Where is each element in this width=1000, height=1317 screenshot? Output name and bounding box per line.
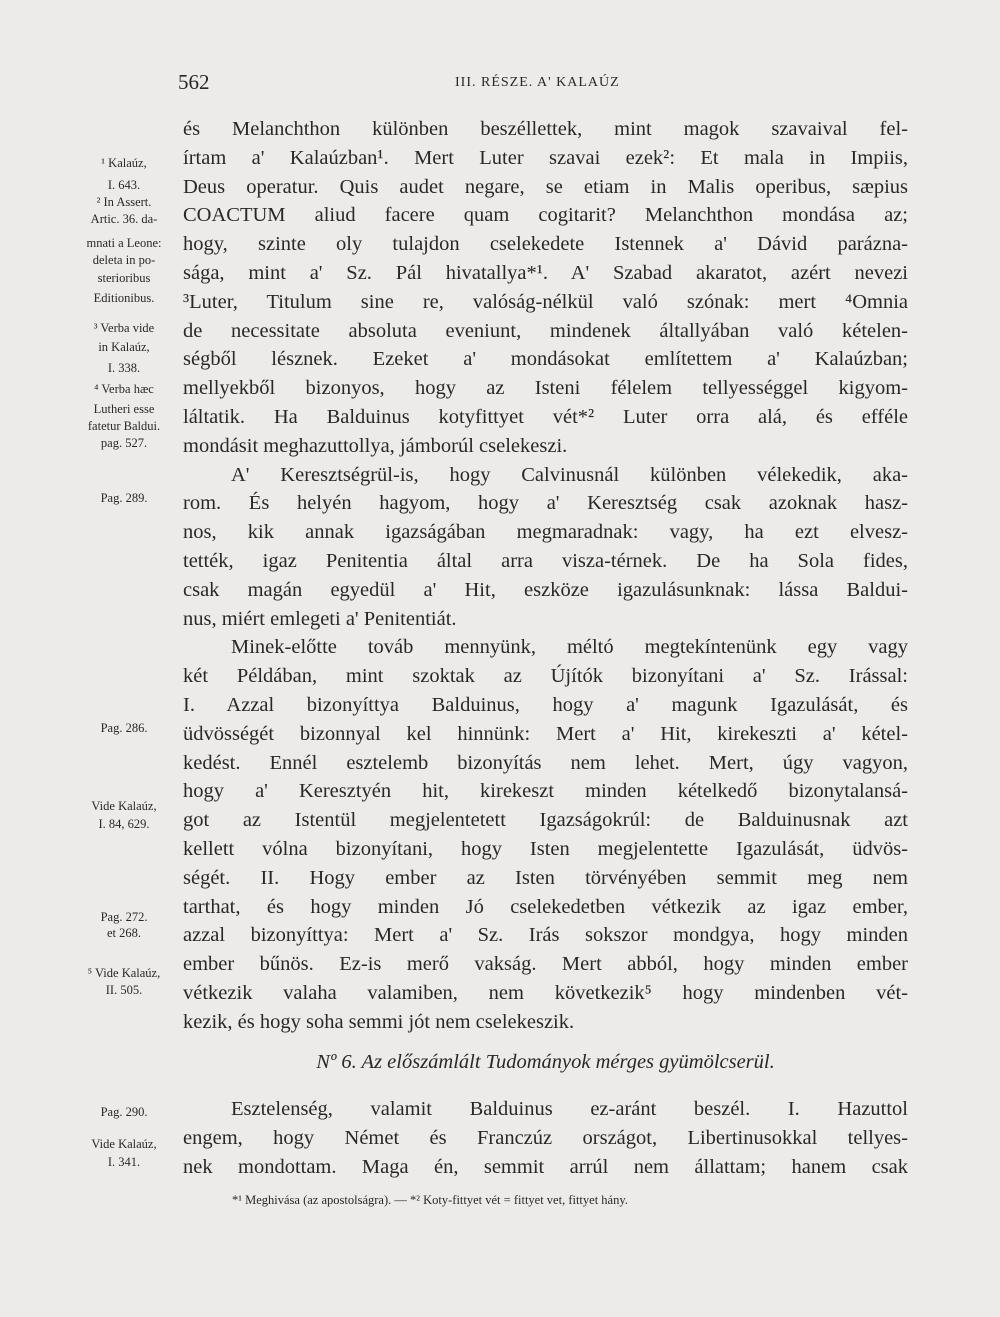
text-line: Minek-előtte továb mennyünk, méltó megtekíntenünk egy vagy	[231, 636, 908, 659]
text-line: két Példában, mint szoktak az Újítók bizonyítani a' Sz. Irással:	[183, 665, 908, 688]
marginal-note: pag. 527.	[100, 436, 148, 450]
text-line: sága, mint a' Sz. Pál hivatallya*¹. A' Szabad akaratot, azért nevezi	[183, 261, 908, 284]
marginal-note: I. 341.	[107, 1155, 141, 1169]
text-line: Deus operatur. Quis audet negare, se etiam in Malis operibus, sæpius	[183, 175, 908, 198]
text-line: ségből lésznek. Ezeket a' mondásokat említettem a' Kalaúzban;	[183, 348, 908, 371]
marginal-note: I. 84, 629.	[98, 817, 150, 831]
running-head: III. RÉSZE. A' KALAÚZ	[455, 75, 620, 90]
text-line: de necessitate absoluta eveniunt, mindenek általlyában való kételen-	[183, 319, 908, 342]
text-line: tarthat, és hogy minden Jó cselekedetben vétkezik az igaz ember,	[183, 895, 908, 918]
marginal-note: II. 505.	[105, 983, 143, 997]
main-text	[183, 115, 908, 1037]
text-line: ember bűnös. Ez-is merő vakság. Mert abból, hogy minden ember	[183, 953, 908, 976]
marginal-note: ³ Verba vide	[93, 321, 155, 335]
text-line: írtam a' Kalaúzban¹. Mert Luter szavai ezek²: Et mala in Impiis,	[183, 146, 908, 169]
text-line: hogy a' Keresztyén hit, kirekeszt minden kételkedő bizonytalansá-	[183, 780, 908, 803]
marginal-note: Editionibus.	[93, 291, 155, 305]
marginal-note: ² In Assert.	[96, 195, 152, 209]
text-line: kedést. Ennél esztelemb bizonyítás nem lehet. Mert, úgy vagyon,	[183, 751, 908, 774]
text-line: A' Keresztségrül-is, hogy Calvinusnál különben vélekedik, aka-	[231, 463, 908, 486]
marginal-note: Vide Kalaúz,	[91, 1137, 157, 1151]
marginal-note: I. 643.	[107, 178, 141, 192]
text-line: COACTUM aliud facere quam cogitarit? Melanchthon mondása az;	[183, 204, 908, 227]
marginal-note: Pag. 286.	[100, 721, 148, 735]
marginal-note: Pag. 272.	[100, 910, 148, 924]
footnote: *¹ Meghivása (az apostolságra). — *² Koty-fittyet vét = fittyet vet, fittyet hány.	[232, 1193, 628, 1207]
text-line: csak magán egyedül a' Hit, eszköze igazulásunknak: lássa Baldui-	[183, 578, 908, 601]
text-line: nus, miért emlegeti a' Penitentiát.	[183, 607, 457, 630]
text-line: ségét. II. Hogy ember az Isten törvényében semmit meg nem	[183, 866, 908, 889]
text-line: vétkezik valaha valamiben, nem következik⁵ hogy mindenben vét-	[183, 981, 908, 1004]
marginal-note: et 268.	[106, 926, 142, 940]
marginal-note: fatetur Baldui.	[87, 419, 161, 433]
section-text	[183, 1095, 908, 1181]
text-line: engem, hogy Német és Franczúz országot, Libertinusokkal tellyes-	[183, 1126, 908, 1149]
text-line: mondásit meghazuttollya, jámborúl cselekeszi.	[183, 434, 568, 457]
marginal-note: ⁴ Verba hæc	[94, 382, 154, 396]
text-line: I. Azzal bizonyíttya Balduinus, hogy a' magunk Igazulását, és	[183, 693, 908, 716]
text-line: hogy, szinte oly tulajdon cselekedete Istennek a' Dávid parázna-	[183, 233, 908, 256]
text-line: Esztelenség, valamit Balduinus ez-aránt beszél. I. Hazuttol	[231, 1098, 908, 1120]
marginal-note: Pag. 289.	[100, 491, 148, 505]
marginal-note: deleta in po-	[92, 253, 156, 267]
text-line: rom. És helyén hagyom, hogy a' Keresztség csak azoknak hasz-	[183, 492, 908, 515]
text-line: got az Istentül megjelentetett Igazságokrúl: de Balduinusnak azt	[183, 809, 908, 832]
text-line: ³Luter, Titulum sine re, valóság-nélkül való szónak: mert ⁴Omnia	[183, 290, 908, 313]
marginal-note: ¹ Kalaúz,	[101, 156, 147, 170]
marginal-note: in Kalaúz,	[98, 340, 150, 354]
marginal-note: Artic. 36. da-	[90, 212, 158, 226]
text-line: kezik, és hogy soha semmi jót nem cselekeszik.	[183, 1010, 575, 1033]
text-line: tették, igaz Penitentia által arra visza-térnek. De ha Sola fides,	[183, 549, 908, 572]
marginal-note: Lutheri esse	[93, 402, 155, 416]
text-line: és Melanchthon különben beszéllettek, mint magok szavaival fel-	[183, 118, 908, 140]
marginal-note: I. 338.	[107, 361, 141, 375]
marginal-note: Vide Kalaúz,	[91, 799, 157, 813]
text-line: láltatik. Ha Balduinus kotyfittyet vét*² Luter orra alá, és efféle	[183, 405, 908, 428]
marginal-note: ⁵ Vide Kalaúz,	[87, 966, 161, 980]
marginal-note: Pag. 290.	[100, 1105, 148, 1119]
marginal-note: sterioribus	[97, 271, 151, 285]
text-line: kellett vólna bizonyítani, hogy Isten megjelentette Igazulását, üdvös-	[183, 837, 908, 860]
text-line: azzal bizonyíttya: Mert a' Sz. Irás sokszor mondgya, hogy minden	[183, 924, 908, 947]
section-heading: Nº 6. Az előszámlált Tudományok mérges gyümölcserül.	[316, 1051, 775, 1073]
text-line: nek mondottam. Maga én, semmit arrúl nem állattam; hanem csak	[183, 1155, 908, 1178]
text-line: üdvösségét bizonnyal kel hinnünk: Mert a' Hit, kirekeszti a' kétel-	[183, 722, 908, 745]
marginal-note: mnati a Leone:	[86, 236, 162, 250]
text-line: mellyekből bizonyos, hogy az Isteni félelem tellyességgel kigyom-	[183, 377, 908, 400]
text-line: nos, kik annak igazságában megmaradnak: vagy, ha ezt elvesz-	[183, 521, 908, 544]
page-number: 562	[178, 70, 210, 94]
